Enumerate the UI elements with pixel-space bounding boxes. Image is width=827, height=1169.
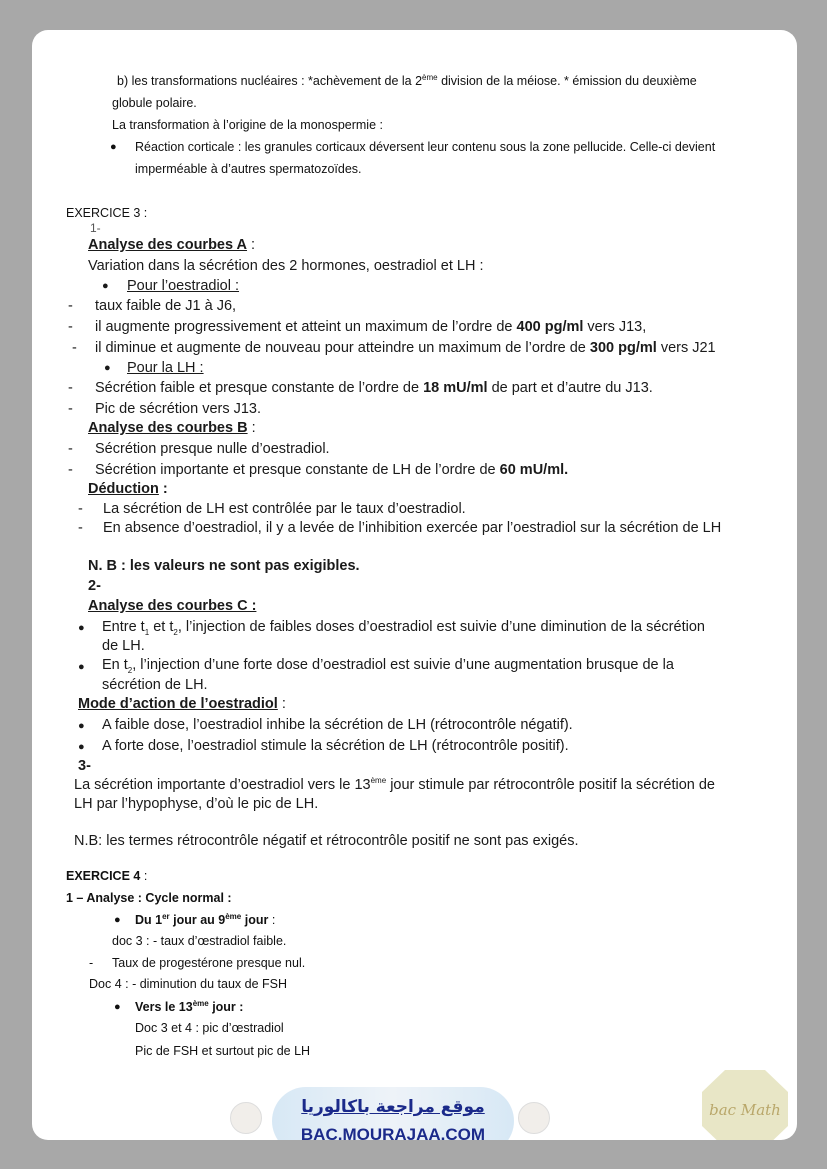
b-item-1: Sécrétion presque nulle d’oestradiol. bbox=[95, 441, 330, 457]
oestradiol-item-3: il diminue et augmente de nouveau pour atteindre un maximum de l’ordre de 300 pg/ml vers J21 bbox=[95, 340, 716, 356]
paragraph-3-line-2: LH par l’hypophyse, d’où le pic de LH. bbox=[74, 796, 319, 812]
dash-icon: - bbox=[78, 501, 83, 517]
doc34-line: Doc 3 et 4 : pic d’œstradiol bbox=[135, 1021, 284, 1035]
bullet-icon: ● bbox=[114, 914, 121, 926]
bullet-icon: ● bbox=[104, 362, 111, 374]
bullet-icon: ● bbox=[110, 141, 117, 153]
dash-icon: - bbox=[68, 380, 73, 396]
deduction-item-2: En absence d’oestradiol, il y a levée de l’inhibition exercée par l’oestradiol sur la sécrétion de LH bbox=[103, 520, 722, 536]
bullet-icon: ● bbox=[78, 661, 85, 673]
du-1er-au-9eme: Du 1er jour au 9ème jour : bbox=[135, 912, 276, 928]
dash-icon: - bbox=[78, 520, 83, 536]
site-url-link[interactable]: BAC.MOURAJAA.COM bbox=[300, 1125, 486, 1140]
fsh-lh-line: Pic de FSH et surtout pic de LH bbox=[135, 1044, 311, 1058]
vers-13eme: Vers le 13ème jour : bbox=[135, 999, 244, 1015]
dash-icon: - bbox=[89, 956, 94, 970]
ex3-num-3: 3- bbox=[78, 758, 91, 774]
dash-icon: - bbox=[68, 298, 73, 314]
b-line-1: b) les transformations nucléaires : *achèvement de la 2ème division de la méiose. * émission du deuxième bbox=[117, 73, 697, 89]
site-logo-left bbox=[230, 1102, 262, 1134]
lh-item-2: Pic de sécrétion vers J13. bbox=[95, 401, 262, 417]
doc3-line: doc 3 : - taux d’œstradiol faible. bbox=[112, 934, 287, 948]
dash-icon: - bbox=[68, 319, 73, 335]
analyse-a-heading: Analyse des courbes A : bbox=[88, 237, 256, 253]
mode-action-heading: Mode d’action de l’oestradiol : bbox=[78, 696, 286, 712]
footer-banner[interactable] bbox=[272, 1087, 514, 1140]
document-page bbox=[32, 30, 797, 1140]
exercice-3-title: EXERCICE 3 : bbox=[66, 206, 148, 220]
bullet-icon: ● bbox=[78, 720, 85, 732]
monospermie-title: La transformation à l’origine de la monospermie : bbox=[112, 118, 383, 132]
deduction-heading: Déduction : bbox=[88, 481, 168, 497]
bullet-icon: ● bbox=[102, 280, 109, 292]
analyse-c-heading: Analyse des courbes C : bbox=[88, 598, 257, 614]
bullet-icon: ● bbox=[78, 741, 85, 753]
nb-terms: N.B: les termes rétrocontrôle négatif et rétrocontrôle positif ne sont pas exigés. bbox=[74, 833, 579, 849]
oestradiol-item-2: il augmente progressivement et atteint un maximum de l’ordre de 400 pg/ml vers J13, bbox=[95, 319, 647, 335]
arabic-site-name: موقع مراجعة باكالوريا bbox=[301, 1097, 485, 1117]
bullet-icon: ● bbox=[78, 622, 85, 634]
reaction-line-1: Réaction corticale : les granules corticaux déversent leur contenu sous la zone pellucide. Celle-ci devient bbox=[135, 140, 716, 154]
bac-math-logo bbox=[700, 1068, 790, 1140]
variation-text: Variation dans la sécrétion des 2 hormones, oestradiol et LH : bbox=[88, 258, 484, 274]
exercice-4-title: EXERCICE 4 : bbox=[66, 869, 148, 883]
pour-lh: Pour la LH : bbox=[127, 360, 204, 376]
lh-item-1: Sécrétion faible et presque constante de l’ordre de 18 mU/ml de part et d’autre du J13. bbox=[95, 380, 653, 396]
analyse-cycle-normal: 1 – Analyse : Cycle normal : bbox=[66, 891, 232, 905]
doc4-line: Doc 4 : - diminution du taux de FSH bbox=[89, 977, 288, 991]
progesterone-line: Taux de progestérone presque nul. bbox=[112, 956, 306, 970]
c-item-1-cont: de LH. bbox=[102, 638, 145, 654]
dash-icon: - bbox=[68, 441, 73, 457]
site-logo-right bbox=[518, 1102, 550, 1134]
bullet-icon: ● bbox=[114, 1001, 121, 1013]
ex3-num-1: 1- bbox=[90, 221, 101, 235]
b-line-2: globule polaire. bbox=[112, 96, 197, 110]
dash-icon: - bbox=[68, 462, 73, 478]
paragraph-3-line-1: La sécrétion importante d’oestradiol vers le 13ème jour stimule par rétrocontrôle positif la sécrétion de bbox=[74, 776, 715, 793]
deduction-item-1: La sécrétion de LH est contrôlée par le taux d’oestradiol. bbox=[103, 501, 466, 517]
c-item-1: Entre $t_1$ et $t_2$, l’injection de faibles doses d’oestradiol est suivie d’une diminution de la sécrétion bbox=[102, 619, 705, 637]
nb-values: N. B : les valeurs ne sont pas exigibles. bbox=[88, 558, 360, 574]
mode-item-1: A faible dose, l’oestradiol inhibe la sécrétion de LH (rétrocontrôle négatif). bbox=[102, 717, 573, 733]
ex3-num-2: 2- bbox=[88, 578, 101, 594]
c-item-2: En $t_2$, l’injection d’une forte dose d’oestradiol est suivie d’une augmentation brusque de la bbox=[102, 657, 674, 675]
pour-oestradiol: Pour l’oestradiol : bbox=[127, 278, 240, 294]
reaction-line-2: imperméable à d’autres spermatozoïdes. bbox=[135, 162, 362, 176]
mode-item-2: A forte dose, l’oestradiol stimule la sécrétion de LH (rétrocontrôle positif). bbox=[102, 738, 569, 754]
b-item-2: Sécrétion importante et presque constante de LH de l’ordre de 60 mU/ml. bbox=[95, 462, 569, 478]
logo-text: bac Math bbox=[709, 1101, 781, 1119]
c-item-2-cont: sécrétion de LH. bbox=[102, 677, 208, 693]
dash-icon: - bbox=[68, 401, 73, 417]
analyse-b-heading: Analyse des courbes B : bbox=[88, 420, 256, 436]
oestradiol-item-1: taux faible de J1 à J6, bbox=[95, 298, 237, 314]
dash-icon: - bbox=[72, 340, 77, 356]
